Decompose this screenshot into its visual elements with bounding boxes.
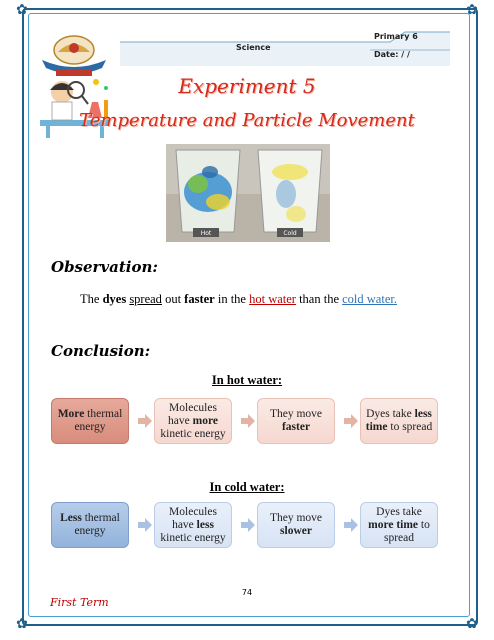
corner-ornament-icon: ✿ (16, 616, 28, 632)
observation-text (80, 292, 397, 307)
arrow-right-icon (138, 518, 152, 532)
page-title: Experiment 5 (178, 74, 316, 98)
obs-in-the: in the (214, 292, 250, 306)
grade-label: Primary 6 (374, 32, 418, 41)
hot-step2-bold: more (192, 414, 218, 427)
cold-step3-text: They move (269, 512, 323, 524)
cold-step2-bold: less (196, 518, 214, 531)
cold-step3-bold: slower (280, 525, 312, 537)
hot-step2-text2: kinetic energy (160, 427, 226, 440)
cold-step2-text: Molecules have (169, 505, 217, 531)
obs-the: The (80, 292, 103, 306)
cold-step1-text: thermal energy (74, 512, 120, 537)
hot-step1-bold: More (57, 408, 85, 420)
hot-step-spread (360, 398, 438, 444)
hot-step4-text: Dyes take (366, 408, 415, 420)
arrow-right-icon (344, 518, 358, 532)
conclusion-heading: Conclusion: (51, 342, 151, 360)
arrow-right-icon (344, 414, 358, 428)
cold-step2-text2: kinetic energy (160, 531, 226, 544)
hot-cup-label: Hot (200, 230, 212, 237)
cold-step-spread (360, 502, 438, 548)
obs-than-the: than the (295, 292, 343, 306)
hot-water-subheading: In hot water: (211, 373, 283, 387)
obs-hot-water: hot water (249, 292, 296, 306)
arrow-right-icon (241, 518, 255, 532)
cold-water-subheading: In cold water: (209, 480, 285, 494)
obs-out: out (161, 292, 185, 306)
obs-dyes: dyes (102, 292, 127, 306)
cold-cup-label: Cold (283, 230, 297, 237)
hot-step4-bold: less time (365, 408, 432, 433)
cold-step-thermal-energy (51, 502, 129, 548)
hot-step3-text: They move (269, 408, 323, 420)
hot-step-thermal-energy (51, 398, 129, 444)
arrow-right-icon (241, 414, 255, 428)
date-label: Date: / / (374, 50, 410, 59)
page-number: 74 (241, 588, 253, 597)
cold-step4-text2: to spread (383, 518, 430, 544)
obs-faster: faster (184, 292, 215, 306)
cold-step1-bold: Less (60, 512, 82, 524)
arrow-right-icon (138, 414, 152, 428)
experiment-photo (166, 144, 330, 242)
hot-step1-text: thermal energy (74, 408, 123, 433)
hot-step2-text: Molecules have (168, 401, 217, 427)
hot-step4-text2: to spread (387, 421, 433, 433)
hot-step-molecules (154, 398, 232, 444)
corner-ornament-icon: ✿ (466, 2, 478, 18)
cold-step-molecules (154, 502, 232, 548)
obs-spread: spread (129, 292, 162, 306)
cold-step4-bold: more time (368, 518, 419, 531)
term-label: First Term (50, 596, 109, 609)
page-subtitle: Temperature and Particle Movement (79, 110, 415, 131)
header-band (120, 24, 450, 66)
cold-step4-text: Dyes take (376, 505, 422, 518)
cold-step-move (257, 502, 335, 548)
hot-step3-bold: faster (281, 421, 311, 433)
hot-step-move (257, 398, 335, 444)
obs-cold-water: cold water. (342, 292, 397, 306)
corner-ornament-icon: ✿ (16, 2, 28, 18)
subject-label: Science (236, 43, 271, 52)
observation-heading: Observation: (51, 258, 158, 276)
corner-ornament-icon: ✿ (466, 616, 478, 632)
